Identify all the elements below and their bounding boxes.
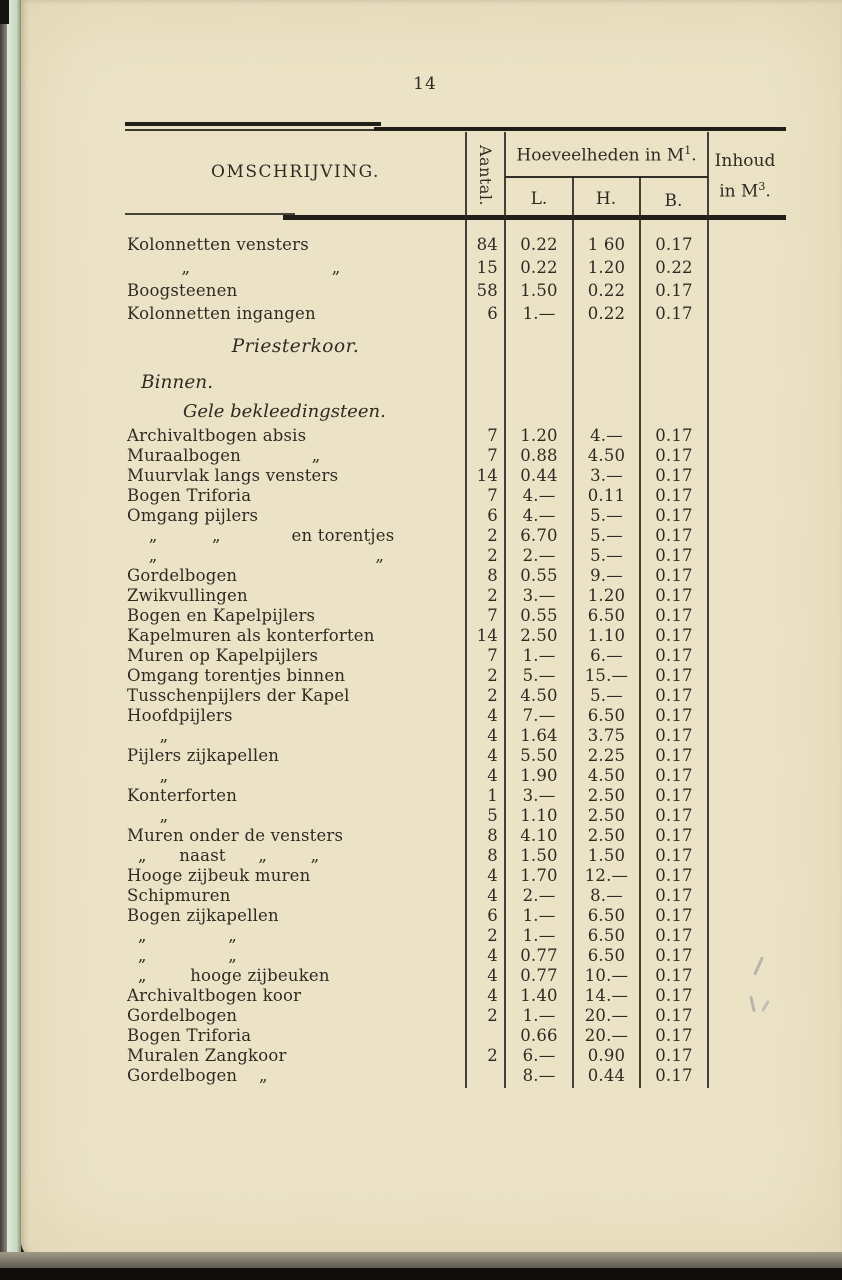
- cell-aantal: 2: [487, 925, 498, 945]
- table-row: [125, 545, 782, 565]
- cell-h: 14.—: [584, 985, 629, 1005]
- cell-b: 0.17: [655, 765, 693, 785]
- inhoud-period: .: [765, 181, 771, 202]
- cell-l: 6.70: [520, 525, 558, 545]
- table-row: [125, 256, 782, 279]
- cell-l: 4.50: [520, 685, 558, 705]
- table-row: [125, 885, 782, 905]
- table-top-rule-left: [125, 122, 381, 126]
- cell-h: 1 60: [587, 235, 626, 254]
- section-heading-label: Gele bekleedingsteen.: [183, 400, 386, 422]
- cell-aantal: 6: [487, 505, 498, 525]
- cell-h: 6.—: [590, 645, 623, 665]
- cell-h: 2.50: [587, 825, 626, 845]
- section-heading-label: Priesterkoor.: [231, 335, 360, 357]
- column-header-omschrijving: OMSCHRIJVING.: [211, 162, 380, 182]
- header-bottom-rule-thick: [283, 215, 786, 220]
- cell-b: 0.17: [655, 1045, 693, 1065]
- cell-aantal: 4: [487, 865, 498, 885]
- cell-omschrijving: Muralen Zangkoor: [127, 1045, 287, 1065]
- table-row: [125, 785, 782, 805]
- cell-omschrijving: Schipmuren: [127, 885, 231, 905]
- cell-omschrijving: Bogen Triforia: [127, 485, 252, 505]
- cell-l: 0.66: [520, 1025, 558, 1045]
- cell-b: 0.17: [655, 235, 693, 254]
- cell-l: 4.—: [522, 485, 556, 505]
- cell-b: 0.17: [655, 1065, 693, 1085]
- table-row: [125, 825, 782, 845]
- table-row: [125, 705, 782, 725]
- cell-b: 0.17: [655, 485, 693, 505]
- table-row: [125, 585, 782, 605]
- cell-b: 0.17: [655, 925, 693, 945]
- cell-aantal: 58: [476, 281, 498, 300]
- cell-b: 0.17: [655, 525, 693, 545]
- cell-l: 1.—: [522, 1005, 556, 1025]
- table-row: [125, 425, 782, 445]
- column-subheader-l: L.: [530, 189, 548, 209]
- cell-aantal: 7: [487, 445, 498, 465]
- cell-omschrijving: Muren op Kapelpijlers: [127, 645, 319, 665]
- cell-l: 1.40: [520, 985, 558, 1005]
- cell-b: 0.17: [655, 705, 693, 725]
- table-row: [125, 625, 782, 645]
- cell-aantal: 4: [487, 965, 498, 985]
- cell-h: 2.25: [587, 745, 626, 765]
- cell-aantal: 2: [487, 1005, 498, 1025]
- table-row: [125, 445, 782, 465]
- cell-b: 0.17: [655, 585, 693, 605]
- cell-l: 0.22: [520, 258, 558, 277]
- cell-aantal: 4: [487, 725, 498, 745]
- cell-b: 0.17: [655, 445, 693, 465]
- cell-aantal: 14: [476, 465, 498, 485]
- table-row: [125, 505, 782, 525]
- column-subheader-b: B.: [664, 191, 683, 211]
- cell-h: 6.50: [587, 905, 626, 925]
- cell-h: 3.75: [587, 725, 626, 745]
- cell-h: 15.—: [584, 665, 629, 685]
- cell-l: 0.77: [520, 965, 558, 985]
- cell-aantal: 2: [487, 1045, 498, 1065]
- column-header-hoeveelheden: [505, 144, 708, 166]
- table-row: [125, 745, 782, 765]
- inhoud-superscript: 3: [758, 180, 766, 193]
- cell-l: 4.10: [520, 825, 558, 845]
- cell-l: 3.—: [522, 785, 556, 805]
- table-row: [125, 685, 782, 705]
- table-row: [125, 925, 782, 945]
- cell-h: 3.—: [590, 465, 623, 485]
- section-heading: [125, 397, 782, 425]
- table-row: [125, 279, 782, 302]
- column-subheader-h: H.: [595, 189, 617, 209]
- cell-h: 0.90: [587, 1045, 626, 1065]
- cell-aantal: 8: [487, 565, 498, 585]
- table-row: [125, 985, 782, 1005]
- cell-aantal: 4: [487, 745, 498, 765]
- cell-omschrijving: Hoofdpijlers: [127, 705, 233, 725]
- cell-h: 6.50: [587, 945, 626, 965]
- table-row: [125, 1045, 782, 1065]
- cell-l: 3.—: [522, 585, 556, 605]
- cell-b: 0.17: [655, 985, 693, 1005]
- cell-h: 2.50: [587, 805, 626, 825]
- cell-h: 0.11: [587, 485, 626, 505]
- cell-h: 4.50: [587, 765, 626, 785]
- table-row: [125, 805, 782, 825]
- cell-b: 0.17: [655, 785, 693, 805]
- cell-h: 0.44: [587, 1065, 626, 1085]
- cell-omschrijving: Tusschenpijlers der Kapel: [127, 685, 350, 705]
- cell-aantal: 2: [487, 545, 498, 565]
- cell-l: 4.—: [522, 505, 556, 525]
- table-top-rule-left-thin: [125, 129, 375, 131]
- column-header-aantal: Aantal.: [476, 145, 495, 207]
- cell-l: 0.22: [520, 235, 558, 254]
- cell-aantal: 84: [476, 235, 498, 254]
- cell-b: 0.17: [655, 745, 693, 765]
- cell-l: 1.—: [522, 925, 556, 945]
- table-row: [125, 233, 782, 256]
- cell-omschrijving: Hooge zijbeuk muren: [127, 865, 311, 885]
- cell-omschrijving: „: [127, 725, 169, 745]
- scan-bottom-bar: [0, 1268, 842, 1280]
- table-row: [125, 605, 782, 625]
- cell-h: 20.—: [584, 1005, 629, 1025]
- cell-omschrijving: Omgang pijlers: [127, 505, 259, 525]
- table-row: [125, 945, 782, 965]
- cell-aantal: 4: [487, 885, 498, 905]
- cell-l: 5.50: [520, 745, 558, 765]
- cell-l: 2.—: [522, 885, 556, 905]
- table-row: [125, 965, 782, 985]
- cell-aantal: 7: [487, 605, 498, 625]
- cell-b: 0.17: [655, 685, 693, 705]
- cell-h: 6.50: [587, 925, 626, 945]
- table-row: [125, 725, 782, 745]
- cell-b: 0.17: [655, 545, 693, 565]
- cell-omschrijving: Muraalbogen „: [127, 445, 321, 465]
- cell-b: 0.17: [655, 865, 693, 885]
- section-heading-label: Binnen.: [141, 371, 214, 393]
- cell-l: 8.—: [522, 1065, 556, 1085]
- cell-omschrijving: „ naast „ „: [127, 845, 320, 865]
- cell-b: 0.17: [655, 845, 693, 865]
- cell-h: 0.22: [587, 304, 626, 323]
- table-row: [125, 1005, 782, 1025]
- cell-omschrijving: Archivaltbogen absis: [127, 425, 307, 445]
- cell-aantal: 7: [487, 645, 498, 665]
- table-row: [125, 565, 782, 585]
- cell-omschrijving: Gordelbogen „: [127, 1065, 268, 1085]
- cell-l: 1.50: [520, 281, 558, 300]
- cell-aantal: 8: [487, 845, 498, 865]
- cell-l: 0.88: [520, 445, 558, 465]
- cell-l: 0.55: [520, 565, 558, 585]
- cell-omschrijving: „ „: [127, 925, 238, 945]
- table-row: [125, 845, 782, 865]
- cell-b: 0.17: [655, 905, 693, 925]
- cell-l: 2.50: [520, 625, 558, 645]
- cell-omschrijving: Zwikvullingen: [127, 585, 248, 605]
- cell-h: 1.50: [587, 845, 626, 865]
- hoeveelheden-period: .: [691, 145, 697, 166]
- cell-b: 0.17: [655, 465, 693, 485]
- table-row: [125, 665, 782, 685]
- cell-h: 4.50: [587, 445, 626, 465]
- cell-l: 2.—: [522, 545, 556, 565]
- scan-corner-artifact: [0, 0, 9, 24]
- cell-b: 0.17: [655, 565, 693, 585]
- cell-omschrijving: Gordelbogen: [127, 1005, 238, 1025]
- cell-b: 0.17: [655, 1025, 693, 1045]
- cell-omschrijving: Kolonnetten vensters: [127, 235, 309, 254]
- cell-l: 1.64: [520, 725, 558, 745]
- section-heading: [125, 325, 782, 367]
- cell-b: 0.17: [655, 885, 693, 905]
- cell-b: 0.17: [655, 805, 693, 825]
- inhoud-line1: Inhoud: [714, 151, 776, 171]
- column-header-inhoud: [707, 149, 783, 205]
- cell-b: 0.17: [655, 945, 693, 965]
- cell-l: 0.44: [520, 465, 558, 485]
- cell-h: 5.—: [590, 685, 623, 705]
- cell-omschrijving: „ „ en torentjes: [127, 525, 395, 545]
- cell-aantal: 7: [487, 485, 498, 505]
- cell-l: 1.70: [520, 865, 558, 885]
- cell-h: 5.—: [590, 525, 623, 545]
- cell-l: 1.50: [520, 845, 558, 865]
- cell-omschrijving: „: [127, 765, 169, 785]
- table-row: [125, 1065, 782, 1085]
- cell-aantal: 2: [487, 665, 498, 685]
- cell-omschrijving: „ hooge zijbeuken: [127, 965, 330, 985]
- table-row: [125, 905, 782, 925]
- cell-b: 0.17: [655, 281, 693, 300]
- cell-omschrijving: Bogen Triforia: [127, 1025, 252, 1045]
- cell-b: 0.17: [655, 645, 693, 665]
- cell-b: 0.17: [655, 725, 693, 745]
- cell-l: 1.—: [522, 905, 556, 925]
- cell-aantal: 8: [487, 825, 498, 845]
- book-binding-edge: [0, 0, 7, 1280]
- cell-l: 6.—: [522, 1045, 556, 1065]
- cell-l: 7.—: [522, 705, 556, 725]
- cell-b: 0.17: [655, 1005, 693, 1025]
- table-row: [125, 645, 782, 665]
- table-row: [125, 765, 782, 785]
- cell-l: 1.10: [520, 805, 558, 825]
- cell-h: 20.—: [584, 1025, 629, 1045]
- cell-aantal: 4: [487, 765, 498, 785]
- cell-omschrijving: „: [127, 805, 169, 825]
- cell-b: 0.17: [655, 665, 693, 685]
- cell-omschrijving: Archivaltbogen koor: [127, 985, 302, 1005]
- table-body: [125, 233, 782, 1085]
- cell-aantal: 4: [487, 945, 498, 965]
- cell-l: 0.55: [520, 605, 558, 625]
- cell-b: 0.22: [655, 258, 693, 277]
- cell-l: 0.77: [520, 945, 558, 965]
- cell-omschrijving: Pijlers zijkapellen: [127, 745, 280, 765]
- cell-aantal: 1: [487, 785, 498, 805]
- cell-h: 8.—: [590, 885, 623, 905]
- table-row: [125, 525, 782, 545]
- cell-h: 6.50: [587, 605, 626, 625]
- cell-h: 1.20: [587, 258, 626, 277]
- cell-l: 1.—: [522, 645, 556, 665]
- cell-omschrijving: Bogen en Kapelpijlers: [127, 605, 316, 625]
- hoeveelheden-text: Hoeveelheden in M: [516, 145, 685, 166]
- cell-aantal: 2: [487, 685, 498, 705]
- cell-l: 1.—: [522, 304, 556, 323]
- cell-h: 5.—: [590, 545, 623, 565]
- quantities-underline: [505, 176, 708, 178]
- inhoud-line2: in M: [719, 181, 759, 202]
- cell-omschrijving: „ „: [127, 545, 385, 565]
- cell-b: 0.17: [655, 965, 693, 985]
- cell-aantal: 15: [476, 258, 498, 277]
- page-edge-strip: [7, 0, 21, 1262]
- cell-l: 1.20: [520, 425, 558, 445]
- cell-h: 9.—: [590, 565, 623, 585]
- cell-omschrijving: Gordelbogen: [127, 565, 238, 585]
- cell-h: 1.10: [587, 625, 626, 645]
- cell-b: 0.17: [655, 425, 693, 445]
- table-row: [125, 865, 782, 885]
- cell-aantal: 2: [487, 525, 498, 545]
- cell-b: 0.17: [655, 304, 693, 323]
- hoeveelheden-superscript: 1: [684, 144, 692, 157]
- cell-b: 0.17: [655, 825, 693, 845]
- table-top-rule-right: [374, 127, 786, 131]
- cell-omschrijving: „ „: [127, 258, 341, 277]
- cell-h: 4.—: [590, 425, 623, 445]
- cell-h: 10.—: [584, 965, 629, 985]
- cell-omschrijving: Muren onder de vensters: [127, 825, 344, 845]
- cell-h: 6.50: [587, 705, 626, 725]
- cell-omschrijving: Boogsteenen: [127, 281, 238, 300]
- cell-h: 5.—: [590, 505, 623, 525]
- cell-h: 12.—: [584, 865, 629, 885]
- cell-h: 1.20: [587, 585, 626, 605]
- table-row: [125, 465, 782, 485]
- cell-l: 5.—: [522, 665, 556, 685]
- section-heading: [125, 367, 782, 397]
- cell-b: 0.17: [655, 625, 693, 645]
- cell-aantal: 2: [487, 585, 498, 605]
- cell-l: 1.90: [520, 765, 558, 785]
- cell-aantal: 6: [487, 905, 498, 925]
- cell-omschrijving: Omgang torentjes binnen: [127, 665, 346, 685]
- cell-omschrijving: Muurvlak langs vensters: [127, 465, 339, 485]
- cell-aantal: 5: [487, 805, 498, 825]
- table-row: [125, 302, 782, 325]
- page-number: 14: [413, 74, 437, 94]
- table-row: [125, 1025, 782, 1045]
- cell-aantal: 14: [476, 625, 498, 645]
- cell-omschrijving: Kapelmuren als konterforten: [127, 625, 375, 645]
- cell-aantal: 4: [487, 705, 498, 725]
- cell-b: 0.17: [655, 505, 693, 525]
- cell-omschrijving: Konterforten: [127, 785, 238, 805]
- cell-h: 0.22: [587, 281, 626, 300]
- cell-omschrijving: Bogen zijkapellen: [127, 905, 279, 925]
- cell-aantal: 6: [487, 304, 498, 323]
- header-bottom-rule-thin: [125, 213, 295, 215]
- cell-aantal: 4: [487, 985, 498, 1005]
- cell-b: 0.17: [655, 605, 693, 625]
- cell-omschrijving: Kolonnetten ingangen: [127, 304, 316, 323]
- cell-aantal: 7: [487, 425, 498, 445]
- table-row: [125, 485, 782, 505]
- cell-h: 2.50: [587, 785, 626, 805]
- cell-omschrijving: „ „: [127, 945, 238, 965]
